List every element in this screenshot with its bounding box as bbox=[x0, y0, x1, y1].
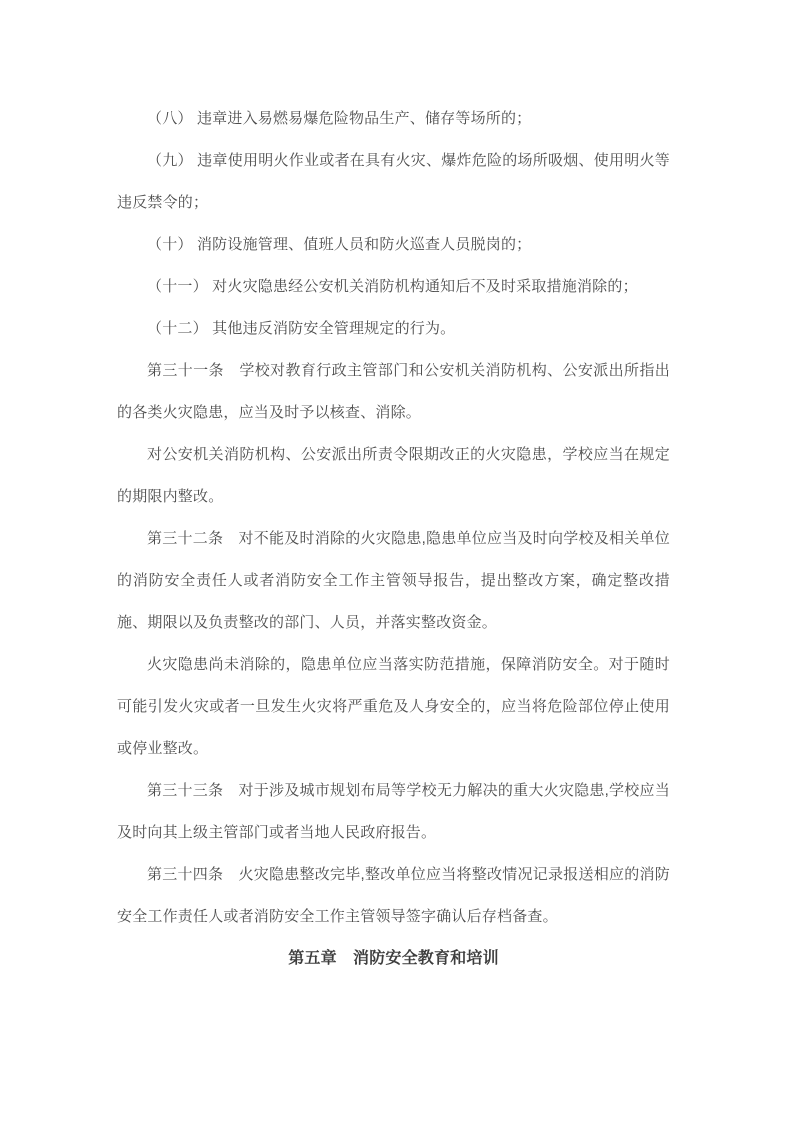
chapter-heading: 第五章 消防安全教育和培训 bbox=[288, 950, 499, 967]
paragraph: （八） 违章进入易燃易爆危险物品生产、储存等场所的； bbox=[147, 110, 532, 127]
paragraph: 第三十一条 学校对教育行政主管部门和公安机关消防机构、公安派出所指出的各类火灾隐患，应当及时予以核查、消除。 bbox=[117, 362, 670, 421]
paragraph: 对公安机关消防机构、公安派出所责令限期改正的火灾隐患，学校应当在规定的期限内整改。 bbox=[117, 446, 670, 505]
paragraph: 第三十三条 对于涉及城市规划布局等学校无力解决的重大火灾隐患,学校应当及时向其上级主管部门或者当地人民政府报告。 bbox=[117, 782, 670, 841]
paragraph: （十） 消防设施管理、值班人员和防火巡查人员脱岗的； bbox=[147, 236, 532, 253]
paragraph: 第三十四条 火灾隐患整改完毕,整改单位应当将整改情况记录报送相应的消防安全工作责任人或者消防安全工作主管领导签字确认后存档备查。 bbox=[117, 866, 670, 925]
document-body bbox=[117, 98, 670, 980]
paragraph: 火灾隐患尚未消除的，隐患单位应当落实防范措施，保障消防安全。对于随时可能引发火灾或者一旦发生火灾将严重危及人身安全的，应当将危险部位停止使用或停业整改。 bbox=[117, 656, 670, 757]
paragraph: （十二） 其他违反消防安全管理规定的行为。 bbox=[147, 320, 456, 337]
paragraph: 第三十二条 对不能及时消除的火灾隐患,隐患单位应当及时向学校及相关单位的消防安全责任人或者消防安全工作主管领导报告，提出整改方案，确定整改措施、期限以及负责整改的部门、人员，并落实整改资金。 bbox=[117, 530, 670, 631]
paragraph: （九） 违章使用明火作业或者在具有火灾、爆炸危险的场所吸烟、使用明火等违反禁令的； bbox=[117, 152, 670, 211]
paragraph: （十一） 对火灾隐患经公安机关消防机构通知后不及时采取措施消除的； bbox=[147, 278, 638, 295]
